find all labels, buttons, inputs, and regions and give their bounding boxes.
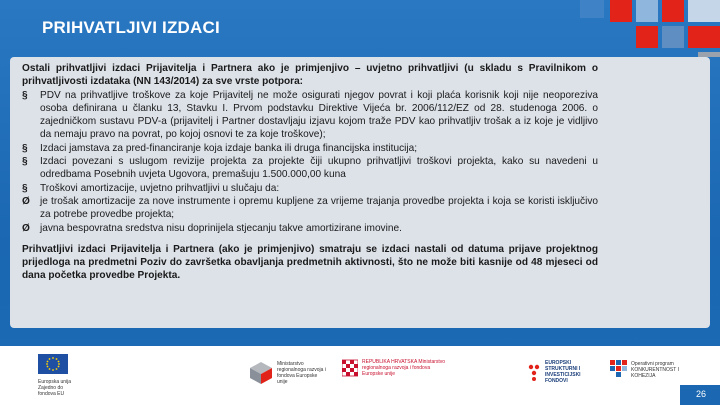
esif-caption: EUROPSKI STRUKTURNI I INVESTICIJSKI FONDOVI bbox=[545, 360, 581, 384]
bullet-marker: § bbox=[22, 156, 28, 168]
bullet-marker: § bbox=[22, 142, 28, 154]
bullet-marker: § bbox=[22, 182, 28, 194]
op-logo bbox=[610, 360, 689, 380]
list-item bbox=[22, 142, 598, 155]
republic-caption: REPUBLIKA HRVATSKA Ministarstvo regionalnoga razvoja i fondova Europske unije bbox=[362, 359, 446, 377]
page-number: 26 bbox=[695, 389, 706, 399]
list-item-text: PDV na prihvatljive troškove za koje Prijavitelj ne može osigurati njegov povrat i koji plaća korisnik koji nije neoporeziva osoba definirana u članku 13, Stavku I. Prvom podstavku Direktive Vijeća br. 2006/112/EZ od 28. studenoga 2006. o zajedničkom sustavu PDV-a (prijavitelj i Partner dostavljaju izjavu kojom traže PDV kao prihvatljiv trošak a iz koje je vidljivo da nemaju pravo na povrat, po kojoj osnovi te za koje troškove); bbox=[40, 89, 598, 141]
slide-title: PRIHVATLJIVI IZDACI bbox=[42, 18, 220, 37]
list-item-text: je trošak amortizacije za nove instrumente i opremu kupljene za vrijeme trajanja provedbe projekta i koja se koristi isključivo za potrebe provedbe projekta; bbox=[40, 195, 598, 221]
intro-paragraph: Ostali prihvatljivi izdaci Prijavitelja i Partnera ako je primjenjivo – uvjetno prihvatljivi (u skladu s Pravilnikom o prihvatljivosti izdataka (NN 143/2014) za sve vrste potpora: bbox=[22, 63, 598, 88]
op-caption: Operativni program KONKURENTNOST I KOHEZIJA bbox=[631, 361, 679, 379]
closing-paragraph: Prihvatljivi izdaci Prijavitelja i Partnera (ako je primjenjivo) smatraju se izdaci nastali od datuma prijave projektnog prijedloga na predmetni Poziv do završetka obavljanja predmetnih aktivnosti, što ne može biti kasnije od 48 mjeseci od dana početka provedbe Projekta. bbox=[22, 243, 598, 282]
ministry-logo bbox=[248, 360, 327, 386]
arrow-marker: Ø bbox=[22, 222, 30, 234]
esif-logo bbox=[526, 360, 601, 384]
eu-flag-icon bbox=[38, 354, 68, 374]
body-text bbox=[22, 62, 598, 283]
list-item bbox=[22, 182, 598, 195]
bullet-marker: § bbox=[22, 89, 28, 101]
list-item-text: Troškovi amortizacije, uvjetno prihvatljivi u slučaju da: bbox=[40, 182, 280, 194]
list-item bbox=[22, 89, 598, 142]
list-item-text: Izdaci jamstava za pred-financiranje koja izdaje banka ili druga financijska institucija; bbox=[40, 142, 418, 154]
republic-logo bbox=[342, 358, 452, 378]
ministry-caption: Ministarstvo regionalnoga razvoja i fondova Europske unije bbox=[277, 361, 326, 385]
list-item bbox=[22, 155, 598, 182]
coat-of-arms-icon bbox=[342, 358, 358, 378]
esif-stars-icon bbox=[526, 362, 542, 382]
list-item bbox=[22, 222, 598, 235]
op-mosaic-icon bbox=[610, 360, 628, 380]
arrow-marker: Ø bbox=[22, 195, 30, 207]
footer-logos bbox=[0, 346, 720, 405]
list-item bbox=[22, 195, 598, 222]
eu-logo bbox=[38, 354, 78, 397]
eu-caption: Europska unija Zajedno do fondova EU bbox=[38, 379, 72, 397]
cube-icon bbox=[248, 360, 274, 386]
list-item-text: Izdaci povezani s uslugom revizije projekta za projekte čiji ukupno prihvatljivi troškovi projekta, kako su navedeni u odredbama Posebnih uvjeta Ugovora, premašuju 1.500.000,00 kuna bbox=[40, 156, 598, 181]
list-item-text: javna bespovratna sredstva nisu doprinijela stjecanju takve amortizirane imovine. bbox=[40, 222, 402, 234]
